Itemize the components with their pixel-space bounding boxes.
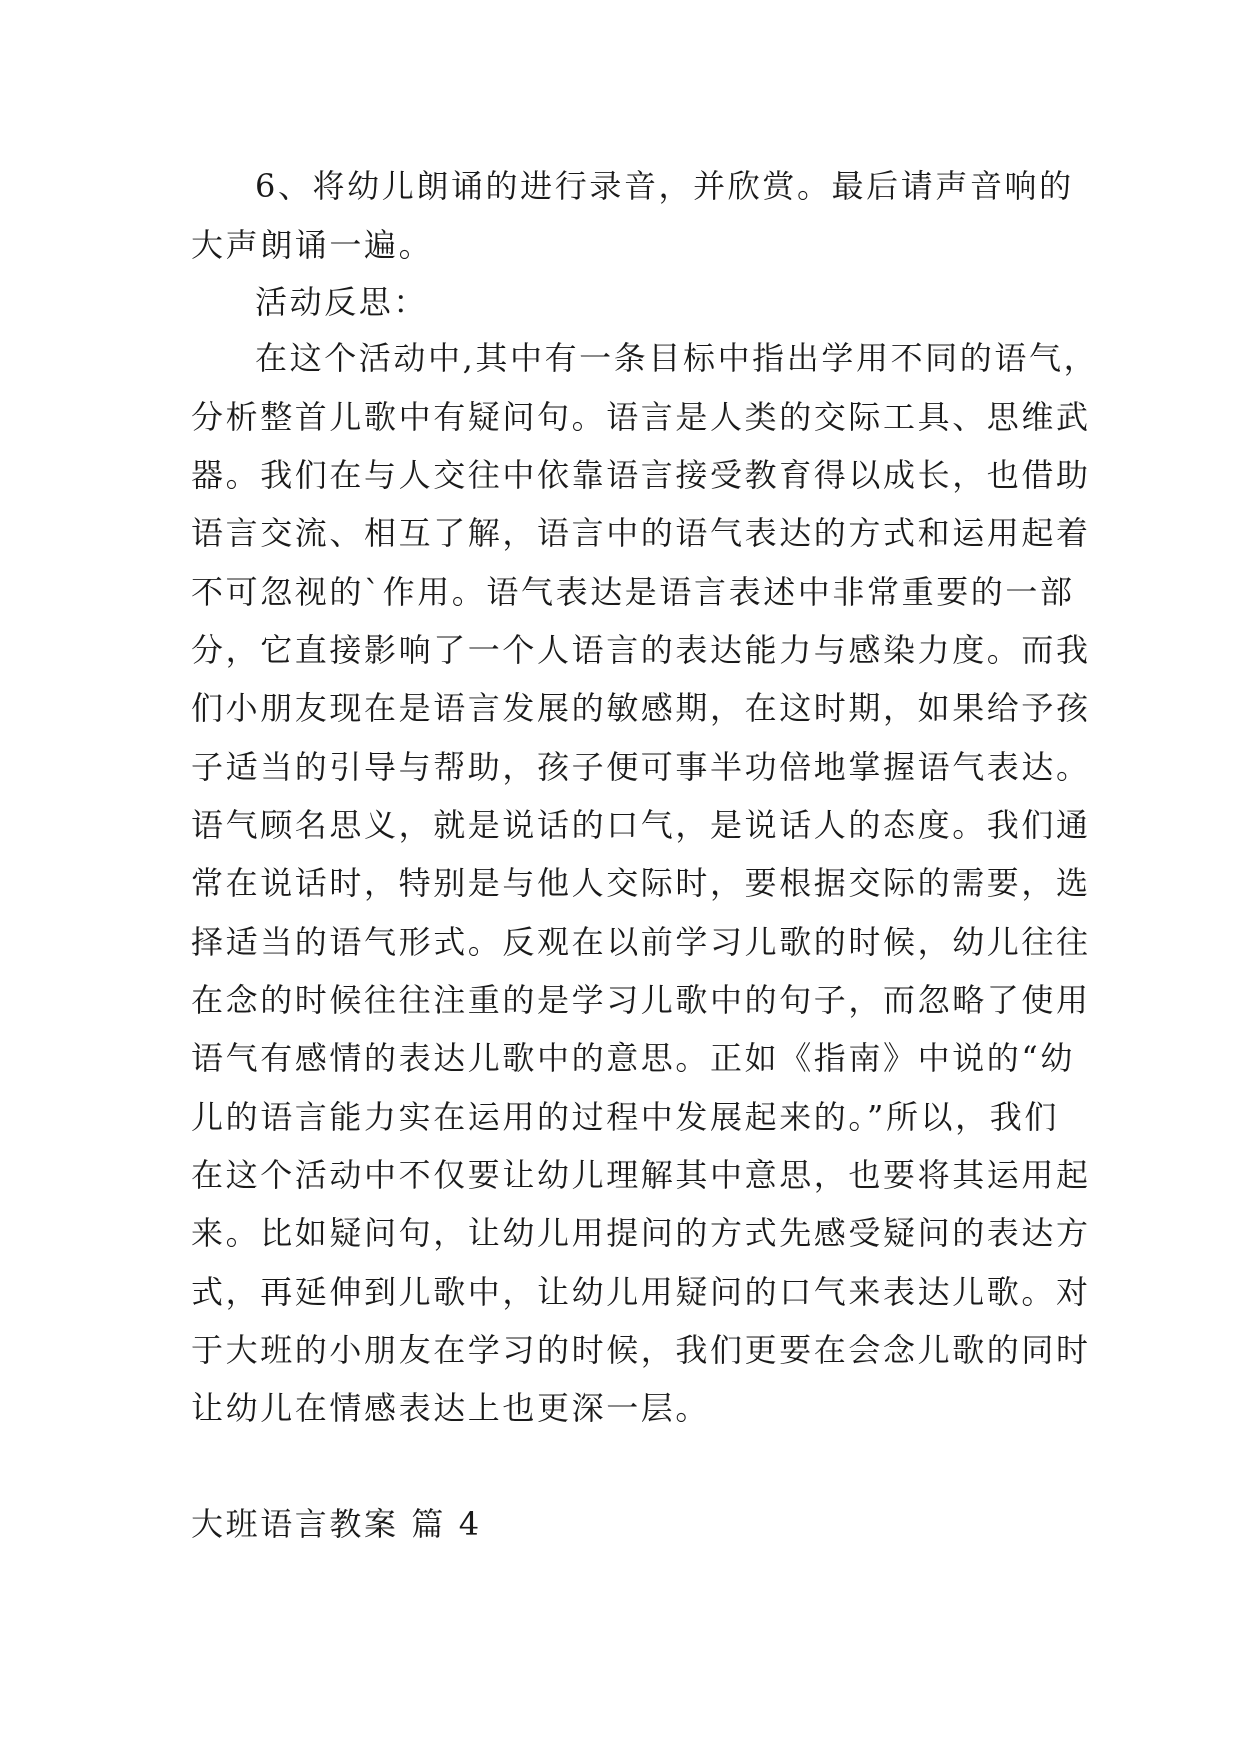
paragraph-line: 来。比如疑问句，让幼儿用提问的方式先感受疑问的表达方 bbox=[191, 1214, 1091, 1252]
paragraph-line: 在这个活动中,其中有一条目标中指出学用不同的语气， bbox=[255, 339, 1099, 377]
paragraph-line: 6、将幼儿朗诵的进行录音，并欣赏。最后请声音响的 bbox=[255, 167, 1074, 205]
paragraph-line: 择适当的语气形式。反观在以前学习儿歌的时候，幼儿往往 bbox=[191, 923, 1091, 961]
paragraph-line: 在这个活动中不仅要让幼儿理解其中意思，也要将其运用起 bbox=[191, 1156, 1091, 1194]
paragraph-line: 式，再延伸到儿歌中，让幼儿用疑问的口气来表达儿歌。对 bbox=[191, 1273, 1091, 1311]
paragraph-line: 子适当的引导与帮助，孩子便可事半功倍地掌握语气表达。 bbox=[191, 748, 1091, 786]
paragraph-line: 不可忽视的`作用。语气表达是语言表述中非常重要的一部 bbox=[191, 573, 1075, 611]
paragraph-line: 活动反思： bbox=[255, 283, 429, 321]
paragraph-line: 语言交流、相互了解，语言中的语气表达的方式和运用起着 bbox=[191, 514, 1091, 552]
paragraph-line: 在念的时候往往注重的是学习儿歌中的句子，而忽略了使用 bbox=[191, 981, 1091, 1019]
paragraph-line: 大声朗诵一遍。 bbox=[191, 226, 434, 264]
paragraph-line: 常在说话时，特别是与他人交际时，要根据交际的需要，选 bbox=[191, 864, 1091, 902]
section-heading: 大班语言教案 篇 4 bbox=[191, 1505, 482, 1543]
paragraph-line: 让幼儿在情感表达上也更深一层。 bbox=[191, 1389, 711, 1427]
paragraph-line: 分析整首儿歌中有疑问句。语言是人类的交际工具、思维武 bbox=[191, 398, 1091, 436]
paragraph-line: 器。我们在与人交往中依靠语言接受教育得以成长，也借助 bbox=[191, 456, 1091, 494]
paragraph-line: 儿的语言能力实在运用的过程中发展起来的。”所以，我们 bbox=[191, 1098, 1059, 1136]
paragraph-line: 语气有感情的表达儿歌中的意思。正如《指南》中说的“幼 bbox=[191, 1039, 1075, 1077]
paragraph-line: 语气顾名思义，就是说话的口气，是说话人的态度。我们通 bbox=[191, 806, 1091, 844]
paragraph-line: 于大班的小朋友在学习的时候，我们更要在会念儿歌的同时 bbox=[191, 1331, 1091, 1369]
paragraph-line: 分，它直接影响了一个人语言的表达能力与感染力度。而我 bbox=[191, 631, 1091, 669]
paragraph-line: 们小朋友现在是语言发展的敏感期，在这时期，如果给予孩 bbox=[191, 689, 1091, 727]
